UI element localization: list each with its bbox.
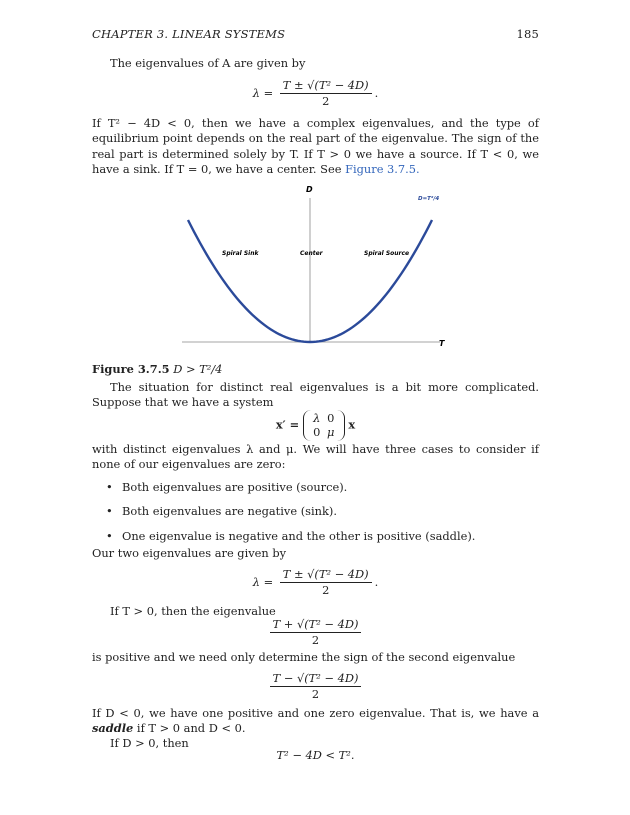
annotation-curve-equation: D=T²/4 xyxy=(418,196,440,202)
paragraph-if-t-positive: If T > 0, then the eigenvalue xyxy=(110,604,276,618)
eq4-numerator: T + √(T² − 4D) xyxy=(270,617,362,633)
caption-label: Figure 3.7.5 xyxy=(92,362,170,376)
list-item: • Both eigenvalues are negative (sink). xyxy=(106,504,536,519)
y-axis-label: D xyxy=(306,185,313,194)
paragraph-distinct-real: The situation for distinct real eigenvalues is a bit more complicated. Suppose that we have a system xyxy=(92,380,539,410)
parabola-chart xyxy=(160,180,470,355)
annotation-spiral-sink: Spiral Sink xyxy=(222,250,259,257)
list-item: • Both eigenvalues are positive (source). xyxy=(106,480,536,495)
eq1-lhs: λ = xyxy=(252,85,274,100)
paragraph-complex-eigenvalues xyxy=(92,116,539,178)
page-header xyxy=(92,27,539,43)
page-number: 185 xyxy=(516,27,539,41)
equation-system xyxy=(92,410,539,441)
eq5-fraction xyxy=(270,671,362,703)
figure-caption xyxy=(92,362,222,377)
annotation-spiral-source: Spiral Source xyxy=(364,250,410,257)
paragraph-two-eigenvalues: Our two eigenvalues are given by xyxy=(92,546,287,560)
figure-link[interactable]: Figure 3.7.5. xyxy=(345,162,420,177)
paragraph-three-cases: with distinct eigenvalues λ and μ. We will have three cases to consider if none of our eigenvalues are zero: xyxy=(92,442,539,472)
matrix-a21: 0 xyxy=(313,425,321,440)
equation-eigenvalues-2 xyxy=(92,567,539,599)
matrix-a22: μ xyxy=(327,425,335,440)
eq1-fraction xyxy=(280,78,372,110)
eq1-numerator: T ± √(T² − 4D) xyxy=(280,78,372,94)
eq4-denominator: 2 xyxy=(311,633,320,648)
eq5-denominator: 2 xyxy=(311,687,320,702)
matrix-a11: λ xyxy=(313,411,321,425)
x-axis-label: T xyxy=(439,339,445,348)
paragraph-second-eigenvalue: is positive and we need only determine the sign of the second eigenvalue xyxy=(92,650,516,664)
eq3-fraction xyxy=(280,567,372,599)
p8-text-a: If D < 0, we have one positive and one zero eigenvalue. That is, we have a xyxy=(92,706,539,720)
paragraph-eigenvalues-intro: The eigenvalues of A are given by xyxy=(110,56,306,70)
cases-list xyxy=(106,480,536,553)
eq3-tail: . xyxy=(374,574,379,589)
list-item: • One eigenvalue is negative and the other is positive (saddle). xyxy=(106,529,536,544)
paragraph-d-positive: If D > 0, then xyxy=(110,736,189,750)
chapter-title: CHAPTER 3. LINEAR SYSTEMS xyxy=(92,27,286,41)
caption-text: D > T²/4 xyxy=(173,362,223,376)
eq4-fraction xyxy=(270,617,362,649)
matrix-a12: 0 xyxy=(327,411,335,425)
eq6-text: T² − 4D < T². xyxy=(276,748,355,762)
equation-second-eigenvalue xyxy=(92,671,539,703)
paragraph-d-negative xyxy=(92,706,539,737)
eq2-lhs: x′ = xyxy=(275,417,300,432)
eq3-denominator: 2 xyxy=(322,583,330,598)
eq2-rhs: x xyxy=(348,417,356,432)
p8-text-b: if T > 0 and D < 0. xyxy=(136,721,246,736)
p2-text: If T² − 4D < 0, then we have a complex eigenvalues, and the type of equilibrium point depends on the real part of the eigenvalue. The sign of the real part is determined solely by T. If T > 0 we have a source. If T < 0, we have a sink. If T = 0, we have a center. See xyxy=(92,116,539,177)
saddle-term: saddle xyxy=(92,721,134,736)
eq1-denominator: 2 xyxy=(322,94,330,109)
equation-inequality xyxy=(92,748,539,763)
eigen-matrix xyxy=(303,410,345,441)
annotation-center: Center xyxy=(300,250,323,257)
equation-eigenvalues xyxy=(92,78,539,110)
eq5-numerator: T − √(T² − 4D) xyxy=(270,671,362,687)
eq3-numerator: T ± √(T² − 4D) xyxy=(280,567,372,583)
eq3-lhs: λ = xyxy=(252,574,274,589)
eq1-tail: . xyxy=(374,85,379,100)
equation-first-eigenvalue xyxy=(92,617,539,649)
